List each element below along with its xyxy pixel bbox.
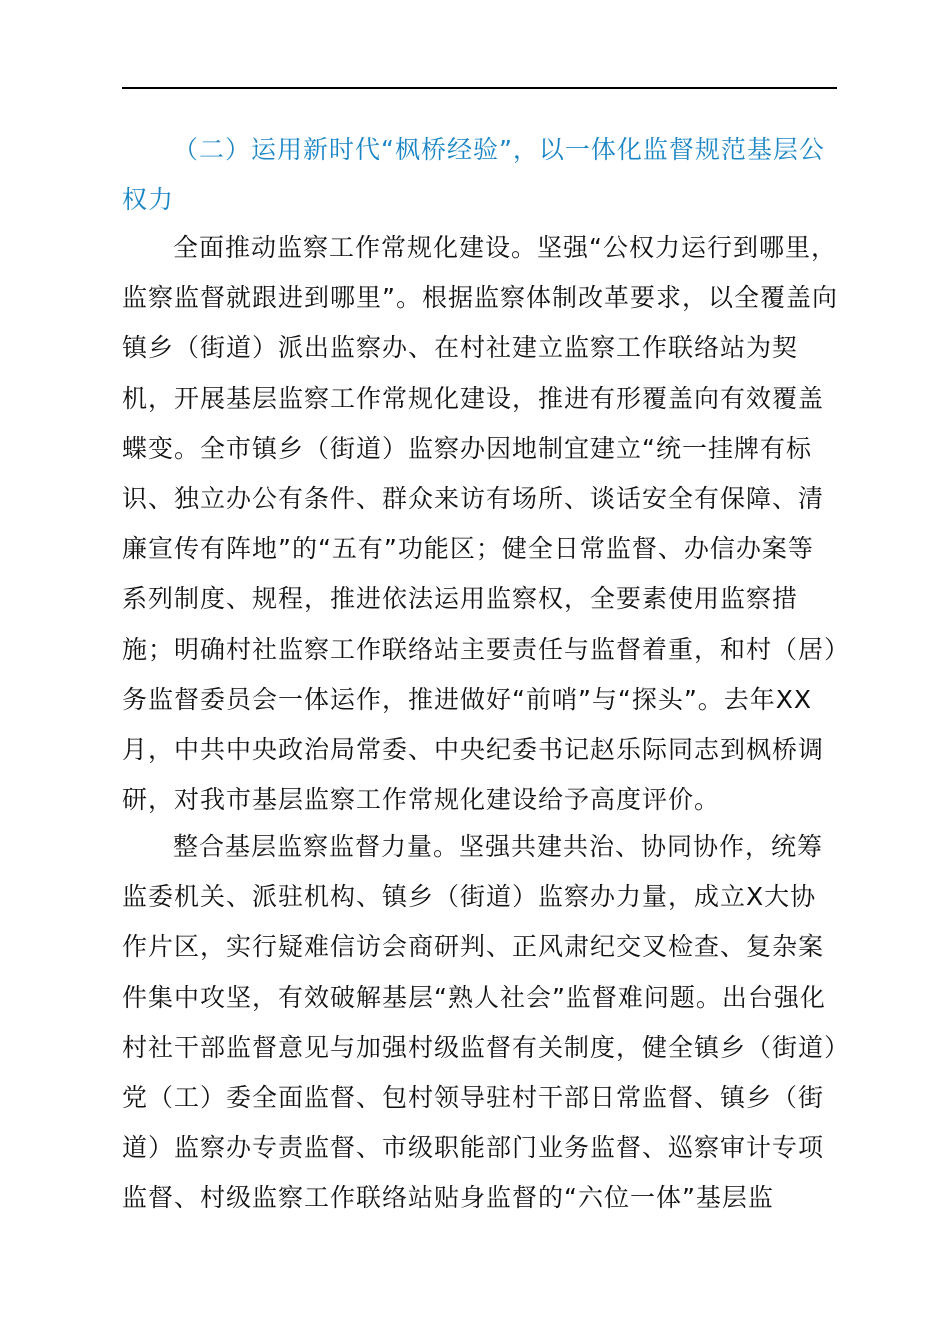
header-rule: [122, 87, 837, 89]
body-paragraph: 全面推动监察工作常规化建设。坚强“公权力运行到哪里，监察监督就跟进到哪里”。根据监察体制改革要求，以全覆盖向镇乡（街道）派出监察办、在村社建立监察工作联络站为契机，开展基层监察工作常规化建设，推进有形覆盖向有效覆盖蝶变。全市镇乡（街道）监察办因地制宜建立“统一挂牌有标识、独立办公有条件、群众来访有场所、谈话安全有保障、清廉宣传有阵地”的“五有”功能区；健全日常监督、办信办案等系列制度、规程，推进依法运用监察权，全要素使用监察措施；明确村社监察工作联络站主要责任与监督着重，和村（居）务监督委员会一体运作，推进做好“前哨”与“探头”。去年XX月，中共中央政治局常委、中央纪委书记赵乐际同志到枫桥调研，对我市基层监察工作常规化建设给予高度评价。: [122, 233, 838, 815]
section-heading: （二）运用新时代“枫桥经验”，以一体化监督规范基层公权力: [122, 135, 825, 214]
body-paragraph: 整合基层监察监督力量。坚强共建共治、协同协作，统筹监委机关、派驻机构、镇乡（街道）监察办力量，成立X大协作片区，实行疑难信访会商研判、正风肃纪交叉检查、复杂案件集中攻坚，有效破解基层“熟人社会”监督难问题。出台强化村社干部监督意见与加强村级监督有关制度，健全镇乡（街道）党（工）委全面监督、包村领导驻村干部日常监督、镇乡（街道）监察办专责监督、市级职能部门业务监督、巡察审计专项监督、村级监察工作联络站贴身监督的“六位一体”基层监: [122, 832, 838, 1213]
